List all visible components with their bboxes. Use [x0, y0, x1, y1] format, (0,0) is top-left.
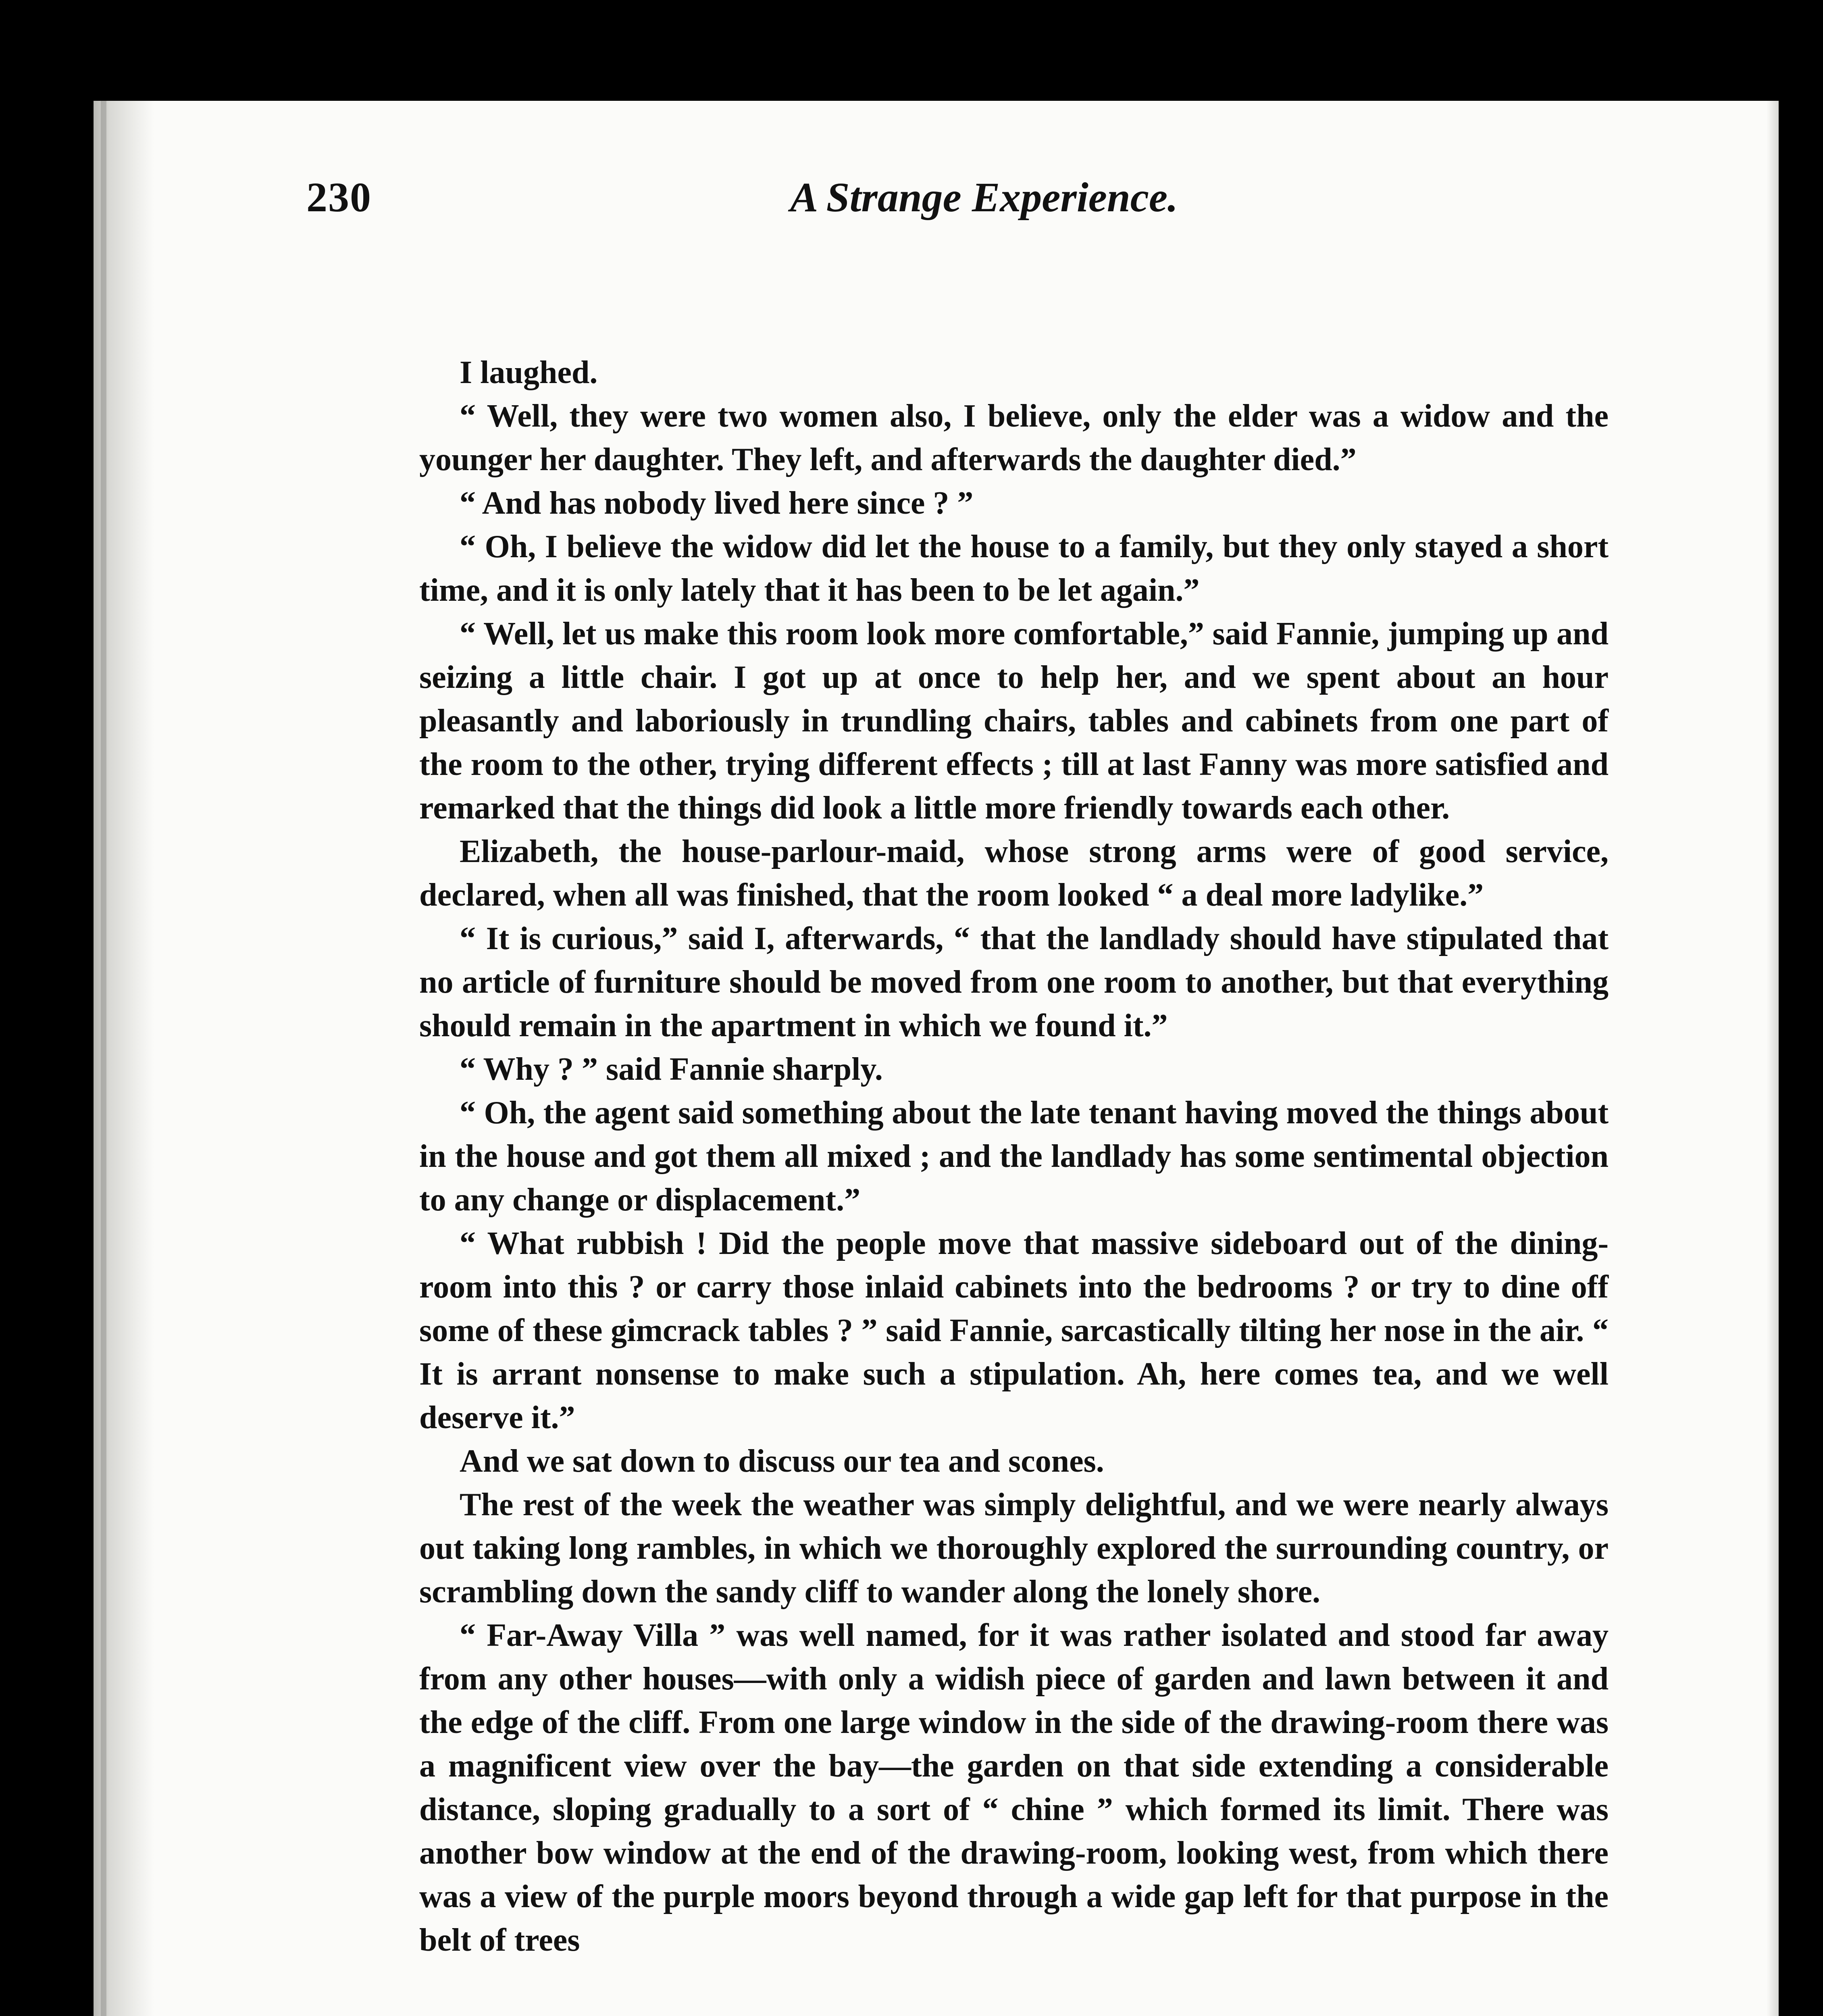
page-number: 230: [306, 174, 372, 221]
page-edge-shadow: [1767, 101, 1779, 2016]
paragraph: “ Far-Away Villa ” was well named, for it was rather isolated and stood far away from any other houses—with only a widish piece of garden and lawn between it and the edge of the cliff. From one large window in the side of the drawing-room there was a magnificent view over the bay—the garden on that side extending a considerable distance, sloping gradually to a sort of “ chine ” which formed its limit. There was another bow window at the end of the drawing-room, looking west, from which there was a view of the purple moors beyond through a wide gap left for that purpose in the belt of trees: [419, 1618, 1609, 1958]
paragraph: “ And has nobody lived here since ? ”: [460, 485, 974, 521]
paragraph: Elizabeth, the house-parlour-maid, whose strong arms were of good service, declared, when all was finished, that the room looked “ a deal more ladylike.”: [419, 834, 1609, 913]
running-head: [306, 173, 1613, 230]
paragraph: “ What rubbish ! Did the people move that massive sideboard out of the dining-room into this ? or carry those inlaid cabinets into the bedrooms ? or try to dine off some of these gimcrack tables ? ” said Fannie, sarcastically tilting her nose in the air. “ It is arrant nonsense to make such a stipulation. Ah, here comes tea, and we well deserve it.”: [419, 1226, 1609, 1435]
binding-line: [101, 101, 106, 2016]
paragraph: The rest of the week the weather was simply delightful, and we were nearly always out taking long rambles, in which we thoroughly explored the surrounding country, or scrambling down the sandy cliff to wander along the lonely shore.: [419, 1487, 1609, 1610]
paragraph: I laughed.: [460, 355, 598, 390]
paragraph: And we sat down to discuss our tea and scones.: [460, 1443, 1104, 1479]
paragraph: “ Oh, I believe the widow did let the house to a family, but they only stayed a short time, and it is only lately that it has been to be let again.”: [419, 529, 1609, 608]
paragraph: “ Well, let us make this room look more comfortable,” said Fannie, jumping up and seizing a little chair. I got up at once to help her, and we spent about an hour pleasantly and laboriously in trundling chairs, tables and cabinets from one part of the room to the other, trying different effects ; till at last Fanny was more satisfied and remarked that the things did look a little more friendly towards each other.: [419, 616, 1609, 826]
paragraph: “ Well, they were two women also, I believe, only the elder was a widow and the younger her daughter. They left, and afterwards the daughter died.”: [419, 398, 1609, 477]
running-title: A Strange Experience.: [790, 174, 1178, 221]
paragraph: “ Oh, the agent said something about the late tenant having moved the things about in the house and got them all mixed ; and the landlady has some sentimental objection to any change or displacement.”: [419, 1095, 1609, 1218]
paragraph: “ Why ? ” said Fannie sharply.: [460, 1052, 883, 1087]
paragraph: “ It is curious,” said I, afterwards, “ that the landlady should have stipulated that no article of furniture should be moved from one room to another, but that everything should remain in the apartment in which we found it.”: [419, 921, 1609, 1043]
body-text: [419, 351, 1609, 1962]
